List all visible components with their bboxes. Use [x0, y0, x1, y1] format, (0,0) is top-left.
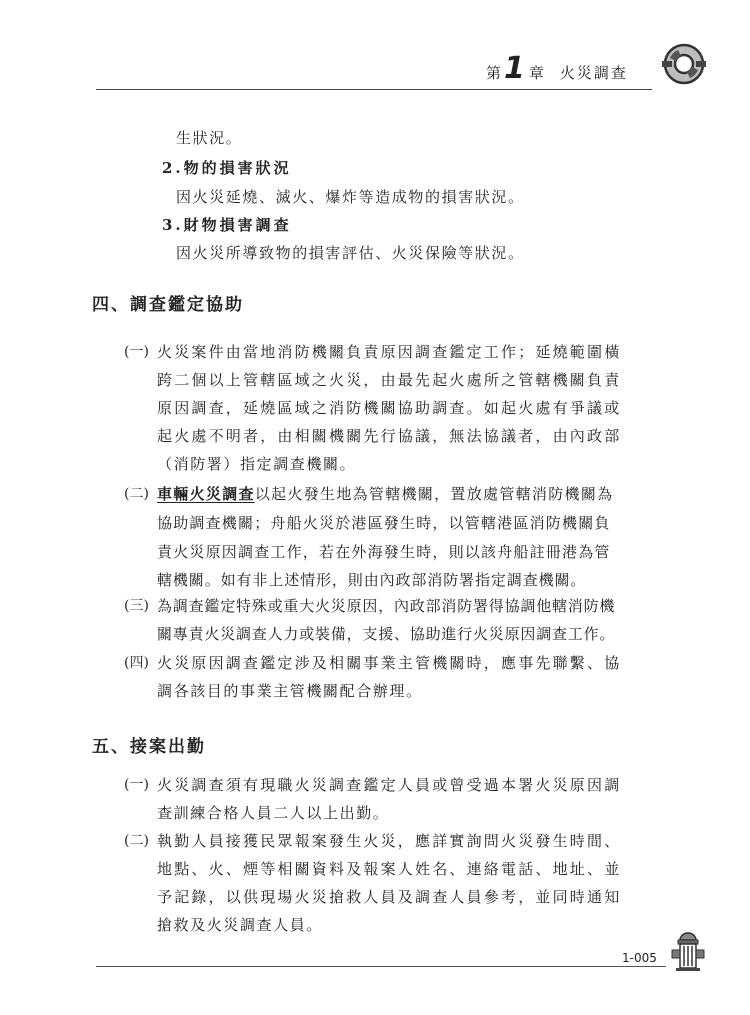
section5-heading: 五、接案出勤 — [92, 737, 206, 757]
section4-p3-mark: (三) — [124, 598, 149, 614]
section5-p1-mark: (一) — [124, 777, 149, 793]
vehicle-fire-term: 車輛火災調查 — [157, 485, 255, 503]
chapter-suffix: 章 — [528, 64, 544, 82]
section4-p2-line: 轄機關。如有非上述情形，則由內政部消防署指定調查機關。 — [157, 571, 587, 589]
section4-p2-line: 協助調查機關；舟船火災於港區發生時，以管轄港區消防機關負 — [157, 514, 611, 532]
section4-p1-line: 原因調查，延燒區域之消防機關協助調查。如起火處有爭議或 — [157, 399, 622, 417]
section4-p4-mark: (四) — [124, 655, 149, 671]
section4-p4-line: 火災原因調查鑑定涉及相關事業主管機關時，應事先聯繫、協 — [157, 654, 622, 672]
section5-p2-line: 予記錄，以供現場火災搶救人員及調查人員參考，並同時通知 — [157, 888, 622, 906]
section4-p1-line: （消防署）指定調查機關。 — [157, 455, 357, 473]
section4-heading: 四、調查鑑定協助 — [92, 295, 244, 315]
item3-title: 3.財物損害調查 — [162, 216, 292, 234]
footer-divider — [96, 966, 666, 967]
section4-p1-mark: (一) — [124, 344, 149, 360]
chapter-title: 火災調查 — [559, 64, 628, 82]
lifebuoy-icon — [660, 40, 708, 88]
section5-p1-line: 查訓練合格人員二人以上出勤。 — [157, 804, 390, 822]
item2-title: 2.物的損害狀況 — [162, 159, 292, 177]
section4-p1-line: 跨二個以上管轄區域之火災，由最先起火處所之管轄機關負責 — [157, 371, 622, 389]
section4-p2-line: 責火災原因調查工作，若在外海發生時，則以該舟船註冊港為管 — [157, 543, 611, 561]
section4-p3-line: 為調查鑑定特殊或重大火災原因，內政部消防署得協調他轄消防機 — [157, 597, 616, 615]
section4-p1-line: 火災案件由當地消防機關負責原因調查鑑定工作；延燒範圍橫 — [157, 343, 622, 361]
fire-hydrant-icon — [668, 928, 708, 972]
section4-p3-line: 關專責火災調查人力或裝備，支援、協助進行火災原因調查工作。 — [157, 625, 616, 643]
section4-p2-mark: (二) — [124, 486, 149, 502]
header-divider — [96, 89, 652, 90]
item3-text: 因火災所導致物的損害評估、火災保險等狀況。 — [176, 244, 525, 262]
page-number: 1-005 — [622, 951, 657, 965]
intro-continuation: 生狀況。 — [176, 129, 243, 147]
section5-p2-line: 地點、火、煙等相關資料及報案人姓名、連絡電話、地址、並 — [157, 860, 622, 878]
section5-p2-line: 搶救及火災調查人員。 — [157, 916, 324, 934]
chapter-header — [486, 51, 628, 86]
section5-p2-mark: (二) — [124, 833, 149, 849]
chapter-number: 1 — [504, 51, 525, 86]
section5-p2-line: 執勤人員接獲民眾報案發生火災，應詳實詢問火災發生時間、 — [157, 832, 622, 850]
section4-p2-first-rest: 以起火發生地為管轄機關，置放處管轄消防機關為 — [254, 485, 614, 503]
item2-text: 因火災延燒、滅火、爆炸等造成物的損害狀況。 — [176, 188, 525, 206]
section4-p1-line: 起火處不明者，由相關機關先行協議，無法協議者，由內政部 — [157, 427, 622, 445]
chapter-prefix: 第 — [486, 64, 502, 82]
section5-p1-line: 火災調查須有現職火災調查鑑定人員或曾受過本署火災原因調 — [157, 776, 622, 794]
section4-p2-first-line — [157, 484, 613, 504]
section4-p4-line: 調各該目的事業主管機關配合辦理。 — [157, 682, 423, 700]
